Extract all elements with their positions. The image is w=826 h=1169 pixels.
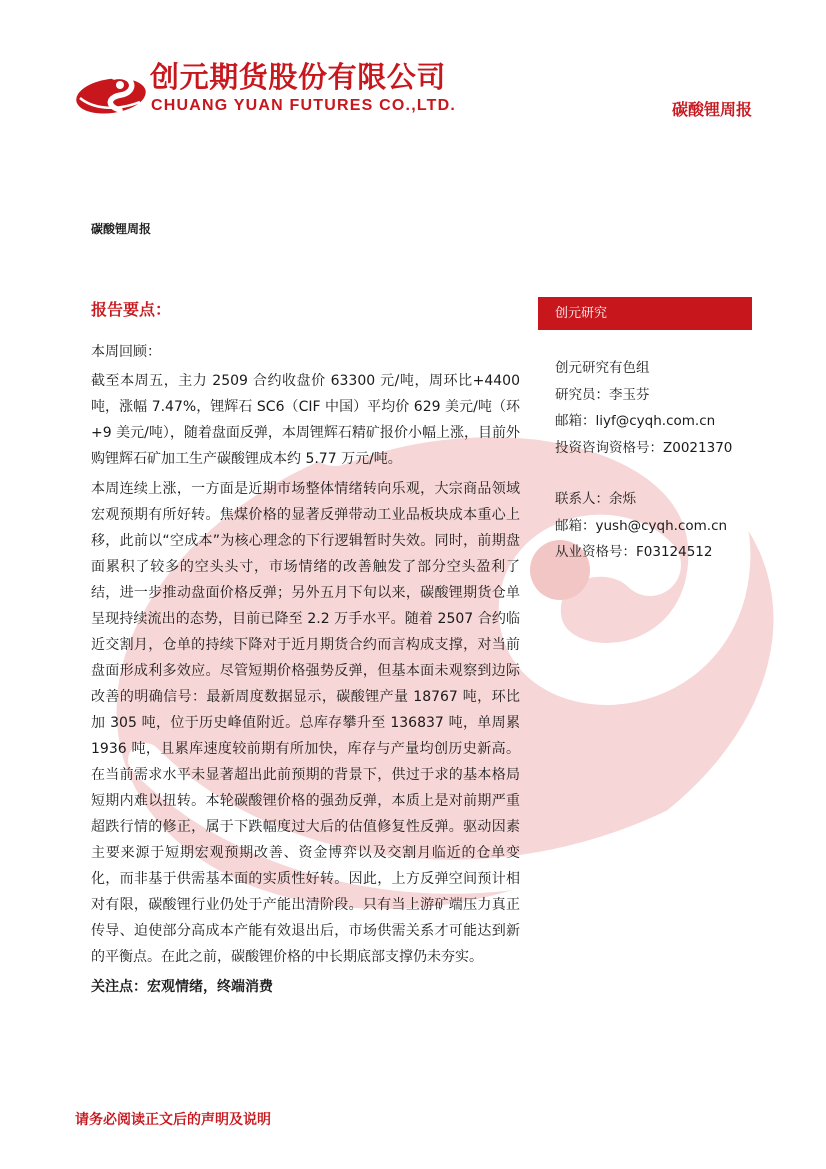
contact-name: 联系人：余烁 [555,491,636,507]
text-line: 短期内难以扭转。本轮碳酸锂价格的强劲反弹，本质上是对前期严重 [91,793,520,809]
researcher-license: 投资咨询资格号：Z0021370 [555,439,733,456]
text-line: 面累积了较多的空头头寸，市场情绪的改善触发了部分空头盈利了 [91,559,520,575]
researcher-email: 邮箱：liyf@cyqh.com.cn [555,413,716,429]
sidebar-header-box [538,297,752,330]
contact-license: 从业资格号：F03124512 [555,544,713,560]
research-group: 创元研究有色组 [555,360,650,376]
text-line: 的平衡点。在此之前，碳酸锂价格的中长期底部支撑仍未夯实。 [91,949,483,965]
text-line: 传导、迫使部分高成本产能有效退出后，市场供需关系才可能达到新 [91,923,520,939]
text-line: 宏观预期有所好转。焦煤价格的显著反弹带动工业品板块成本重心上 [91,507,520,523]
text-line: 截至本周五，主力 2509 合约收盘价 63300 元/吨，周环比+4400 [91,373,520,389]
text-line: 对有限，碳酸锂行业仍处于产能出清阶段。只有当上游矿端压力真正 [91,897,520,913]
text-line: 化，而非基于供需基本面的实质性好转。因此，上方反弹空间预计相 [91,871,520,887]
text-line: 吨，涨幅 7.47%，锂辉石 SC6（CIF 中国）平均价 629 美元/吨（环 [91,399,520,415]
text-line: 呈现持续流出的态势，目前已降至 2.2 万手水平。随着 2507 合约临 [91,611,520,627]
paragraph [91,368,520,472]
text-line: 盘面形成利多效应。尽管短期价格强势反弹，但基本面未观察到边际 [91,663,520,679]
text-line: +9 美元/吨），随着盘面反弹，本周锂辉石精矿报价小幅上涨，目前外 [91,425,520,441]
sidebar-header-title: 创元研究 [555,306,608,321]
text-line: 购锂辉石矿加工生产碳酸锂成本约 5.77 万元/吨。 [91,451,402,467]
focus-points: 关注点：宏观情绪，终端消费 [91,979,273,995]
sidebar-researcher-info [555,355,752,461]
report-body [91,339,520,1000]
contact-email: 邮箱：yush@cyqh.com.cn [555,517,728,534]
section-title: 报告要点： [91,300,172,319]
text-line: 近交割月，仓单的持续下降对于近月期货合约而言构成支撑，对当前 [91,637,520,653]
paragraph [91,476,520,970]
review-heading: 本周回顾： [91,344,161,360]
text-line: 超跌行情的修正，属于下跌幅度过大后的估值修复性反弹。驱动因素 [91,819,520,835]
company-name-en: CHUANG YUAN FUTURES CO.,LTD. [151,97,457,114]
text-line: 改善的明确信号：最新周度数据显示，碳酸锂产量 18767 吨，环比 [91,689,520,705]
text-line: 结，进一步推动盘面价格反弹；另外五月下旬以来，碳酸锂期货仓单 [91,585,520,601]
footer-disclaimer: 请务必阅读正文后的声明及说明 [75,1112,271,1128]
company-name-cn: 创元期货股份有限公司 [150,60,447,94]
text-line: 主要来源于短期宏观预期改善、资金博弈以及交割月临近的仓单变 [91,845,520,861]
text-line: 在当前需求水平未显著超出此前预期的背景下，供过于求的基本格局 [91,767,520,783]
sidebar-contact-info [555,486,752,566]
researcher-name: 研究员：李玉芬 [555,386,650,403]
text-line: 1936 吨，且累库速度较前期有所加快，库存与产量均创历史新高。 [91,741,520,757]
report-title: 碳酸锂周报 [671,100,752,119]
text-line: 加 305 吨，位于历史峰值附近。总库存攀升至 136837 吨，单周累 [91,715,520,731]
document-label: 碳酸锂周报 [91,222,152,236]
text-line: 移，此前以“空成本”为核心理念的下行逻辑暂时失效。同时，前期盘 [91,533,520,549]
text-line: 本周连续上涨，一方面是近期市场整体情绪转向乐观，大宗商品领域 [91,481,520,497]
company-logo-icon [74,68,148,116]
